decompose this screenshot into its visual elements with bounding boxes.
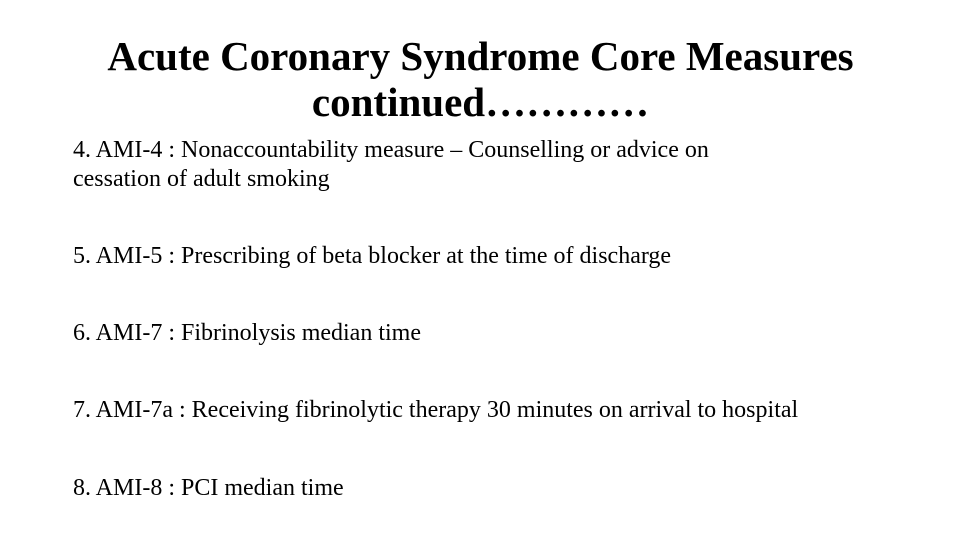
slide-title bbox=[40, 33, 921, 125]
list-item-ami-7a bbox=[73, 396, 903, 425]
list-item-text: 7. AMI-7a : Receiving fibrinolytic therapy 30 minutes on arrival to hospital bbox=[73, 397, 799, 423]
list-item-text: 5. AMI-5 : Prescribing of beta blocker at the time of discharge bbox=[73, 243, 672, 269]
list-item-ami-7 bbox=[73, 319, 903, 348]
list-item-ami-4 bbox=[73, 136, 903, 194]
slide-title-line-1: Acute Coronary Syndrome Core Measures bbox=[107, 33, 854, 79]
list-item-text: 8. AMI-8 : PCI median time bbox=[73, 475, 344, 501]
slide-title-line-2: continued………… bbox=[311, 79, 650, 125]
list-item-ami-5 bbox=[73, 242, 903, 271]
list-item-text: 4. AMI-4 : Nonaccountability measure – Counselling or advice on bbox=[73, 137, 709, 163]
list-item-text-continued: cessation of adult smoking bbox=[73, 166, 330, 192]
list-item-ami-8 bbox=[73, 474, 903, 503]
list-item-text: 6. AMI-7 : Fibrinolysis median time bbox=[73, 320, 421, 346]
